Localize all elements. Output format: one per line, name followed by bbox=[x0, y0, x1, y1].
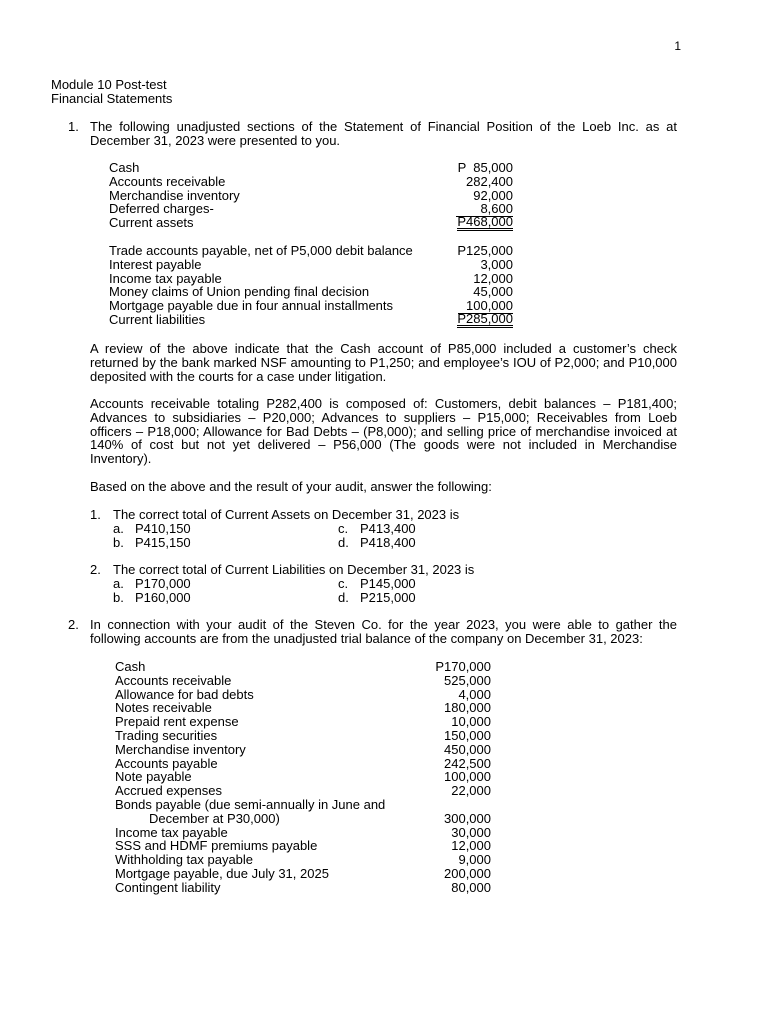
table-row bbox=[109, 175, 513, 189]
account-amount: 80,000 bbox=[451, 879, 491, 895]
account-amount: 525,000 bbox=[444, 672, 491, 688]
table-row bbox=[109, 244, 513, 258]
review-paragraph: A review of the above indicate that the Cash account of P85,000 included a customer’s check returned by the bank marked NSF amounting to P1,250; and employee’s IOU of P2,000; and P10,000 deposited with the courts for a case under litigation. bbox=[90, 341, 677, 384]
account-label: SSS and HDMF premiums payable bbox=[115, 838, 318, 854]
option-value: P160,000 bbox=[135, 590, 191, 605]
table-row bbox=[109, 216, 513, 230]
option-a[interactable] bbox=[113, 577, 191, 591]
page-number: 1 bbox=[674, 39, 681, 53]
account-amount: 100,000 bbox=[458, 299, 513, 314]
question-text: The correct total of Current Assets on December 31, 2023 is bbox=[113, 507, 460, 522]
instruction-paragraph: Based on the above and the result of your audit, answer the following: bbox=[90, 479, 492, 494]
table-row bbox=[109, 202, 513, 216]
option-value: P410,150 bbox=[135, 521, 191, 536]
table-row bbox=[109, 272, 513, 286]
table-row bbox=[115, 853, 491, 867]
account-amount: 9,000 bbox=[458, 852, 491, 868]
table-row bbox=[115, 867, 491, 881]
table-row bbox=[115, 757, 491, 771]
account-amount: 12,000 bbox=[473, 270, 513, 286]
account-label: Accounts receivable bbox=[115, 672, 232, 688]
account-label: Mortgage payable, due July 31, 2025 bbox=[115, 865, 329, 881]
account-label: Notes receivable bbox=[115, 700, 212, 716]
account-label: Mortgage payable due in four annual installments bbox=[109, 298, 394, 314]
table-row bbox=[109, 285, 513, 299]
account-amount: 180,000 bbox=[444, 700, 491, 716]
account-label: Cash bbox=[115, 659, 146, 674]
table-row bbox=[115, 701, 491, 715]
option-value: P170,000 bbox=[135, 576, 191, 591]
option-value: P413,400 bbox=[360, 521, 416, 536]
option-value: P418,400 bbox=[360, 535, 416, 550]
option-d[interactable] bbox=[338, 591, 416, 605]
problem-1-number: 1. bbox=[68, 119, 79, 134]
option-value: P215,000 bbox=[360, 590, 416, 605]
account-label: Merchandise inventory bbox=[109, 187, 240, 203]
account-label: Merchandise inventory bbox=[115, 741, 246, 757]
option-c[interactable] bbox=[338, 577, 416, 591]
question-number: 2. bbox=[90, 562, 101, 577]
account-amount: 282,400 bbox=[466, 173, 513, 189]
table-row bbox=[109, 161, 513, 175]
option-b[interactable] bbox=[113, 591, 191, 605]
option-letter: a. bbox=[113, 521, 124, 536]
account-label: Interest payable bbox=[109, 256, 202, 272]
table-row bbox=[115, 798, 491, 812]
account-label: Prepaid rent expense bbox=[115, 714, 239, 730]
option-letter: a. bbox=[113, 576, 124, 591]
receivables-paragraph: Accounts receivable totaling P282,400 is composed of: Customers, debit balances – P181,400; Advances to subsidiaries – P20,000; Advances to suppliers – P15,000; Receivables from Loeb officers – P18,000; Allowance for Bad Debts – (P8,000); and selling price of merchandise invoiced at 140% of cost but not yet delivered – P56,000 (The goods were not included in Merchandise Inventory). bbox=[90, 396, 677, 467]
account-label: Deferred charges- bbox=[109, 201, 214, 217]
account-amount: P 85,000 bbox=[457, 160, 513, 175]
account-label: Trading securities bbox=[115, 727, 218, 743]
table-row bbox=[115, 674, 491, 688]
option-letter: d. bbox=[338, 535, 349, 550]
question-text: The correct total of Current Liabilities on December 31, 2023 is bbox=[113, 562, 475, 577]
table-row bbox=[115, 826, 491, 840]
account-amount: 8,600 bbox=[456, 202, 513, 217]
option-letter: d. bbox=[338, 590, 349, 605]
option-a[interactable] bbox=[113, 522, 191, 536]
problem-2-number: 2. bbox=[68, 617, 79, 632]
table-row bbox=[109, 189, 513, 203]
problem-2-intro: In connection with your audit of the Steven Co. for the year 2023, you were able to gather the following accounts are from the unadjusted trial balance of the company on December 31, 2023: bbox=[90, 617, 677, 646]
account-amount: 12,000 bbox=[451, 838, 491, 854]
trial-balance-table bbox=[115, 660, 491, 895]
account-label: Accrued expenses bbox=[115, 783, 222, 799]
option-value: P415,150 bbox=[135, 535, 191, 550]
account-amount: 300,000 bbox=[444, 810, 491, 826]
account-label: Income tax payable bbox=[109, 270, 222, 286]
account-amount: 4,000 bbox=[458, 686, 491, 702]
problem-1-intro: The following unadjusted sections of the Statement of Financial Position of the Loeb Inc. as at December 31, 2023 were presented to you. bbox=[90, 119, 677, 148]
account-label: Allowance for bad debts bbox=[115, 686, 254, 702]
option-letter: b. bbox=[113, 535, 124, 550]
table-row bbox=[115, 784, 491, 798]
account-amount: P125,000 bbox=[457, 243, 513, 258]
account-amount: P170,000 bbox=[435, 659, 491, 674]
account-amount: 10,000 bbox=[451, 714, 491, 730]
account-label: Trade accounts payable, net of P5,000 debit balance bbox=[109, 243, 413, 258]
table-row bbox=[115, 688, 491, 702]
account-amount: 100,000 bbox=[444, 769, 491, 785]
table-row bbox=[109, 258, 513, 272]
current-assets-table bbox=[109, 161, 513, 230]
table-row bbox=[115, 743, 491, 757]
account-label: Accounts receivable bbox=[109, 173, 226, 189]
account-amount: 242,500 bbox=[444, 755, 491, 771]
account-amount: 200,000 bbox=[444, 865, 491, 881]
table-row bbox=[109, 310, 513, 327]
document-header bbox=[51, 78, 172, 106]
table-row bbox=[109, 299, 513, 313]
table-row bbox=[115, 729, 491, 743]
account-total: P285,000 bbox=[457, 310, 513, 326]
table-row bbox=[115, 660, 491, 674]
account-amount: 92,000 bbox=[473, 187, 513, 203]
account-amount: 3,000 bbox=[480, 256, 513, 272]
account-label: Cash bbox=[109, 160, 140, 175]
account-amount: 30,000 bbox=[451, 824, 491, 840]
account-label: Withholding tax payable bbox=[115, 852, 254, 868]
question-number: 1. bbox=[90, 507, 101, 522]
current-liabilities-table bbox=[109, 244, 513, 327]
account-label: Bonds payable (due semi-annually in June and bbox=[115, 796, 386, 812]
account-label: Contingent liability bbox=[115, 879, 221, 895]
account-label: Income tax payable bbox=[115, 824, 228, 840]
account-amount: 22,000 bbox=[451, 783, 491, 799]
option-value: P145,000 bbox=[360, 576, 416, 591]
account-label: December at P30,000) bbox=[149, 810, 280, 826]
account-label: Current liabilities bbox=[109, 311, 206, 327]
table-row bbox=[115, 770, 491, 784]
account-amount: 450,000 bbox=[444, 741, 491, 757]
account-label: Note payable bbox=[115, 769, 192, 785]
module-title: Module 10 Post-test bbox=[51, 77, 167, 92]
option-b[interactable] bbox=[113, 536, 191, 550]
account-total: P468,000 bbox=[457, 214, 513, 230]
account-amount: 45,000 bbox=[473, 284, 513, 300]
account-amount: 150,000 bbox=[444, 727, 491, 743]
table-row bbox=[115, 839, 491, 853]
option-letter: c. bbox=[338, 576, 349, 591]
account-label: Current assets bbox=[109, 215, 194, 231]
option-letter: c. bbox=[338, 521, 349, 536]
option-d[interactable] bbox=[338, 536, 416, 550]
question-2 bbox=[90, 563, 520, 605]
account-label: Money claims of Union pending final decision bbox=[109, 284, 370, 300]
account-label: Accounts payable bbox=[115, 755, 218, 771]
option-c[interactable] bbox=[338, 522, 416, 536]
table-row bbox=[115, 812, 491, 826]
question-1 bbox=[90, 508, 520, 550]
option-letter: b. bbox=[113, 590, 124, 605]
table-row bbox=[115, 881, 491, 895]
table-row bbox=[115, 715, 491, 729]
module-subtitle: Financial Statements bbox=[51, 91, 173, 106]
